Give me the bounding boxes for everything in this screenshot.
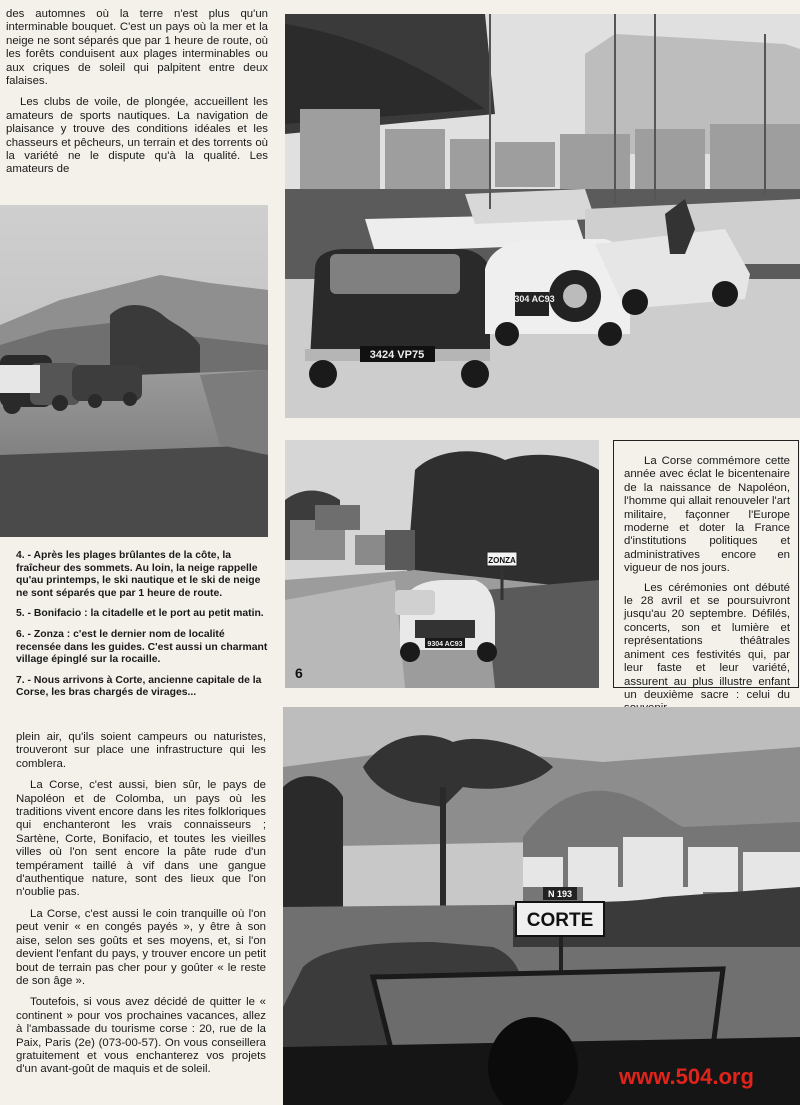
- photo-corte-arrival: [283, 707, 800, 1105]
- napoleon-bicentenary-box: [613, 440, 799, 701]
- paragraph: Toutefois, si vous avez décidé de quitter le « continent » pour vos prochaines vacances, allez à l'ambassade du tourisme corse : 20, rue de la Paix, Paris (2e) (073-00-57). On vous conseillera gratuitement et vous enchanterez vos projets d'un avant-goût de maquis et de soleil.: [16, 996, 266, 1076]
- paragraph: des automnes où la terre n'est plus qu'un interminable bouquet. C'est un pays où la mer et la neige ne sont séparés que par 1 heure de route, où les forêts conduisent aux plages interminables ou aux criques de soleil qui palpitent entre deux falaises.: [6, 8, 268, 88]
- paragraph: Les cérémonies ont débuté le 28 avril et se poursuivront jusqu'au 20 septembre. Défilés, concerts, son et lumière et représentations théâtrales animent ces festivités qui, par leur faste et leur variété, assurent au plus illustre enfant un deuxième sacre : celui du: [624, 581, 790, 701]
- zonza-sign: ZONZA: [488, 556, 516, 565]
- corte-sign: CORTE: [526, 910, 594, 931]
- paragraph: La Corse, c'est aussi, bien sûr, le pays de Napoléon et de Colomba, un pays où les traditions vivent encore dans les rites folkloriques qui enchanteront les vrais connaisseurs ; Sartène, Corte, Bonifacio, et toutes les vieilles villes où l'on sent encore la pâte rude d'un tempérament taillé à vif dans une gangue d'authentique nature, sont des lieux que l'on n'oublie pas.: [16, 779, 266, 899]
- top-text-column: [6, 8, 268, 185]
- paragraph: Les clubs de voile, de plongée, accueillent les amateurs de sports nautiques. La navigation de plaisance y trouve des conditions idéales et les chasseurs et pêcheurs, un terrain et des torrents où la variété ne le dispute qu'à la qualité. Les amateurs de: [6, 96, 268, 176]
- caption-6: 6. - Zonza : c'est le dernier nom de localité recensée dans les guides. C'est aussi un charmant village épinglé sur la rocaille.: [16, 628, 268, 666]
- caption-4: 4. - Après les plages brûlantes de la côte, la fraîcheur des sommets. Au loin, la neige rappelle qu'au printemps, le ski nautique et le ski de neige ne sont séparés que par 1 heure de route.: [16, 550, 261, 599]
- paragraph: La Corse, c'est aussi le coin tranquille où l'on peut venir « en congés payés », y être à son aise, selon ses goûts et ses moyens, et, si l'on devient l'enfant du pays, y trouver encore un petit bout de terrain pas cher pour y goûter « le reste de son âge ».: [16, 907, 266, 987]
- paragraph: plein air, qu'ils soient campeurs ou naturistes, trouveront sur place une infrastructure qui les comblera.: [16, 731, 266, 770]
- photo-bonifacio-harbour: [285, 14, 800, 418]
- captions-block: [16, 550, 268, 708]
- paragraph: La Corse commémore cette année avec éclat le bicentenaire de la naissance de Napoléon, l'homme qui allait renouveler l'art militaire, façonner l'Europe moderne et doter la France d'institutions politiques et administratives encore en vigueur de nos jours.: [624, 455, 790, 575]
- photo-number: 6: [295, 665, 303, 681]
- caption-5: 5. - Bonifacio : la citadelle et le port au petit matin.: [16, 608, 264, 620]
- photo-zonza-village: [285, 440, 599, 688]
- route-sign: N 193: [547, 889, 573, 899]
- watermark-url: www.504.org: [619, 1064, 754, 1089]
- caption-7: 7. - Nous arrivons à Corte, ancienne capitale de la Corse, les bras chargés de virages...: [16, 674, 262, 699]
- photo-mountain-road: [0, 205, 268, 537]
- license-plate: 3424 VP75: [369, 349, 425, 361]
- license-plate: 9304 AC93: [427, 641, 463, 648]
- bottom-text-column: [16, 731, 266, 1085]
- license-plate: 9304 AC93: [509, 294, 555, 304]
